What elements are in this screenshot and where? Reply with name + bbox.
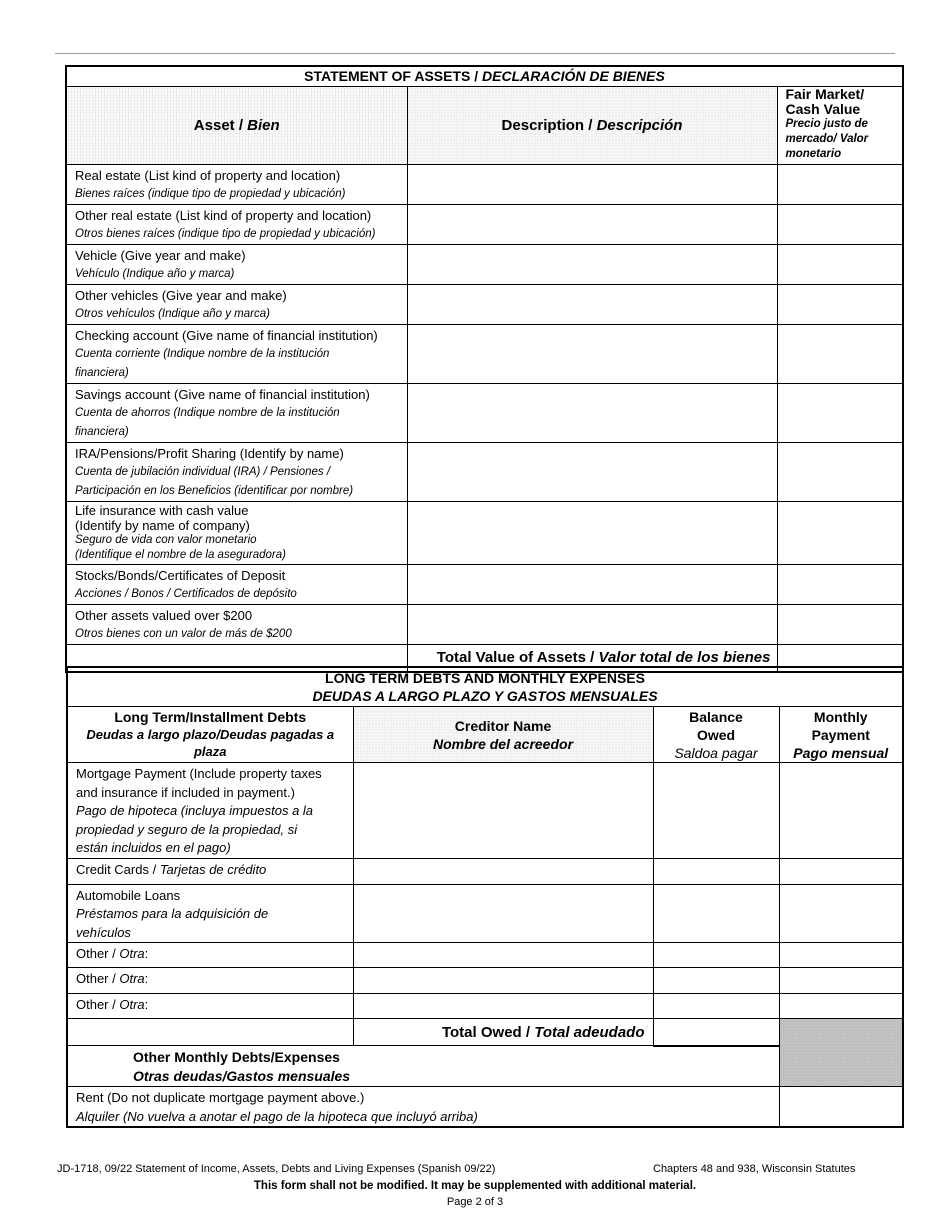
total-value-of-assets-label: Total Value of Assets / Valor total de los bienes xyxy=(407,645,777,672)
value-field[interactable] xyxy=(777,502,903,565)
description-field[interactable] xyxy=(407,565,777,605)
asset-label-other-assets: Other assets valued over $200 Otros bienes con un valor de más de $200 xyxy=(66,605,407,645)
statutes: Chapters 48 and 938, Wisconsin Statutes xyxy=(653,1163,856,1175)
description-field[interactable] xyxy=(407,384,777,443)
creditor-name-field[interactable] xyxy=(353,858,653,884)
assets-title: STATEMENT OF ASSETS / DECLARACIÓN DE BIENES xyxy=(66,66,903,87)
long-term-debts-header: Long Term/Installment Debts Deudas a largo plazo/Deudas pagadas a plaza xyxy=(67,707,353,763)
creditor-name-field[interactable] xyxy=(353,763,653,859)
asset-label-life-insurance: Life insurance with cash value (Identify by name of company) Seguro de vida con valor monetario (Identifique el nombre de la aseguradora) xyxy=(66,502,407,565)
description-field[interactable] xyxy=(407,605,777,645)
description-field[interactable] xyxy=(407,443,777,502)
asset-label-ira-pensions: IRA/Pensions/Profit Sharing (Identify by name) Cuenta de jubilación individual (IRA) / Pensiones / Participación en los Beneficios (identificar por nombre) xyxy=(66,443,407,502)
debts-title: LONG TERM DEBTS AND MONTHLY EXPENSES DEUDAS A LARGO PLAZO Y GASTOS MENSUALES xyxy=(67,667,903,707)
asset-column-header: Asset / Bien xyxy=(66,87,407,165)
mortgage-payment-label: Mortgage Payment (Include property taxes and insurance if included in payment.) Pago de hipoteca (incluya impuestos a la propiedad y seguro de la propiedad, si están incluidos en el pago) xyxy=(67,763,353,859)
automobile-loans-label: Automobile Loans Préstamos para la adquisición de vehículos xyxy=(67,884,353,943)
asset-label-real-estate: Real estate (List kind of property and location) Bienes raíces (indique tipo de propiedad y ubicación) xyxy=(66,165,407,205)
page-number: Page 2 of 3 xyxy=(446,1196,504,1208)
assets-table xyxy=(65,65,904,673)
asset-label-savings-account: Savings account (Give name of financial institution) Cuenta de ahorros (Indique nombre de la institución financiera) xyxy=(66,384,407,443)
value-field[interactable] xyxy=(777,443,903,502)
other-monthly-expenses-header: Other Monthly Debts/Expenses Otras deudas/Gastos mensuales xyxy=(67,1046,779,1087)
value-field[interactable] xyxy=(777,285,903,325)
description-column-header: Description / Descripción xyxy=(407,87,777,165)
monthly-payment-field[interactable] xyxy=(779,858,903,884)
balance-owed-field[interactable] xyxy=(653,763,779,859)
total-owed-label: Total Owed / Total adeudado xyxy=(353,1019,653,1046)
creditor-name-field[interactable] xyxy=(353,968,653,994)
value-field[interactable] xyxy=(777,384,903,443)
description-field[interactable] xyxy=(407,502,777,565)
balance-owed-field[interactable] xyxy=(653,994,779,1019)
monthly-payment-field[interactable] xyxy=(779,763,903,859)
balance-owed-field[interactable] xyxy=(653,968,779,994)
balance-owed-header: Balance Owed Saldoa pagar xyxy=(653,707,779,763)
asset-label-other-real-estate: Other real estate (List kind of property and location) Otros bienes raíces (indique tipo de propiedad y ubicación) xyxy=(66,205,407,245)
rent-label: Rent (Do not duplicate mortgage payment above.) Alquiler (No vuelva a anotar el pago de la hipoteca que incluyó arriba) xyxy=(67,1086,779,1127)
shaded-cell xyxy=(779,1019,903,1087)
monthly-payment-field[interactable] xyxy=(779,968,903,994)
balance-owed-field[interactable] xyxy=(653,943,779,968)
rent-monthly-payment-field[interactable] xyxy=(779,1086,903,1127)
value-column-header: Fair Market/ Cash Value Precio justo de mercado/ Valor monetario xyxy=(777,87,903,165)
asset-label-other-vehicles: Other vehicles (Give year and make) Otros vehículos (Indique año y marca) xyxy=(66,285,407,325)
value-field[interactable] xyxy=(777,565,903,605)
total-blank-cell xyxy=(67,1019,353,1046)
balance-owed-field[interactable] xyxy=(653,858,779,884)
creditor-name-field[interactable] xyxy=(353,884,653,943)
description-field[interactable] xyxy=(407,325,777,384)
value-field[interactable] xyxy=(777,205,903,245)
description-field[interactable] xyxy=(407,285,777,325)
creditor-name-field[interactable] xyxy=(353,994,653,1019)
creditor-name-field[interactable] xyxy=(353,943,653,968)
debts-table xyxy=(66,666,904,1128)
other-debt-label: Other / Otra: xyxy=(67,943,353,968)
description-field[interactable] xyxy=(407,205,777,245)
monthly-payment-field[interactable] xyxy=(779,943,903,968)
form-id: JD-1718, 09/22 Statement of Income, Assets, Debts and Living Expenses (Spanish 09/22) xyxy=(57,1163,496,1175)
description-field[interactable] xyxy=(407,245,777,285)
monthly-payment-field[interactable] xyxy=(779,884,903,943)
value-field[interactable] xyxy=(777,245,903,285)
value-field[interactable] xyxy=(777,165,903,205)
asset-label-stocks-bonds: Stocks/Bonds/Certificates of Deposit Acciones / Bonos / Certificados de depósito xyxy=(66,565,407,605)
monthly-payment-header: Monthly Payment Pago mensual xyxy=(779,707,903,763)
top-rule xyxy=(55,53,895,54)
total-owed-field[interactable] xyxy=(653,1019,779,1046)
value-field[interactable] xyxy=(777,605,903,645)
balance-owed-field[interactable] xyxy=(653,884,779,943)
credit-cards-label: Credit Cards / Tarjetas de crédito xyxy=(67,858,353,884)
creditor-name-header: Creditor Name Nombre del acreedor xyxy=(353,707,653,763)
other-debt-label: Other / Otra: xyxy=(67,968,353,994)
other-debt-label: Other / Otra: xyxy=(67,994,353,1019)
description-field[interactable] xyxy=(407,165,777,205)
asset-label-checking-account: Checking account (Give name of financial institution) Cuenta corriente (Indique nombre de la institución financiera) xyxy=(66,325,407,384)
asset-label-vehicle: Vehicle (Give year and make) Vehículo (Indique año y marca) xyxy=(66,245,407,285)
monthly-payment-field[interactable] xyxy=(779,994,903,1019)
modification-notice: This form shall not be modified. It may be supplemented with additional material. xyxy=(253,1180,697,1192)
value-field[interactable] xyxy=(777,325,903,384)
